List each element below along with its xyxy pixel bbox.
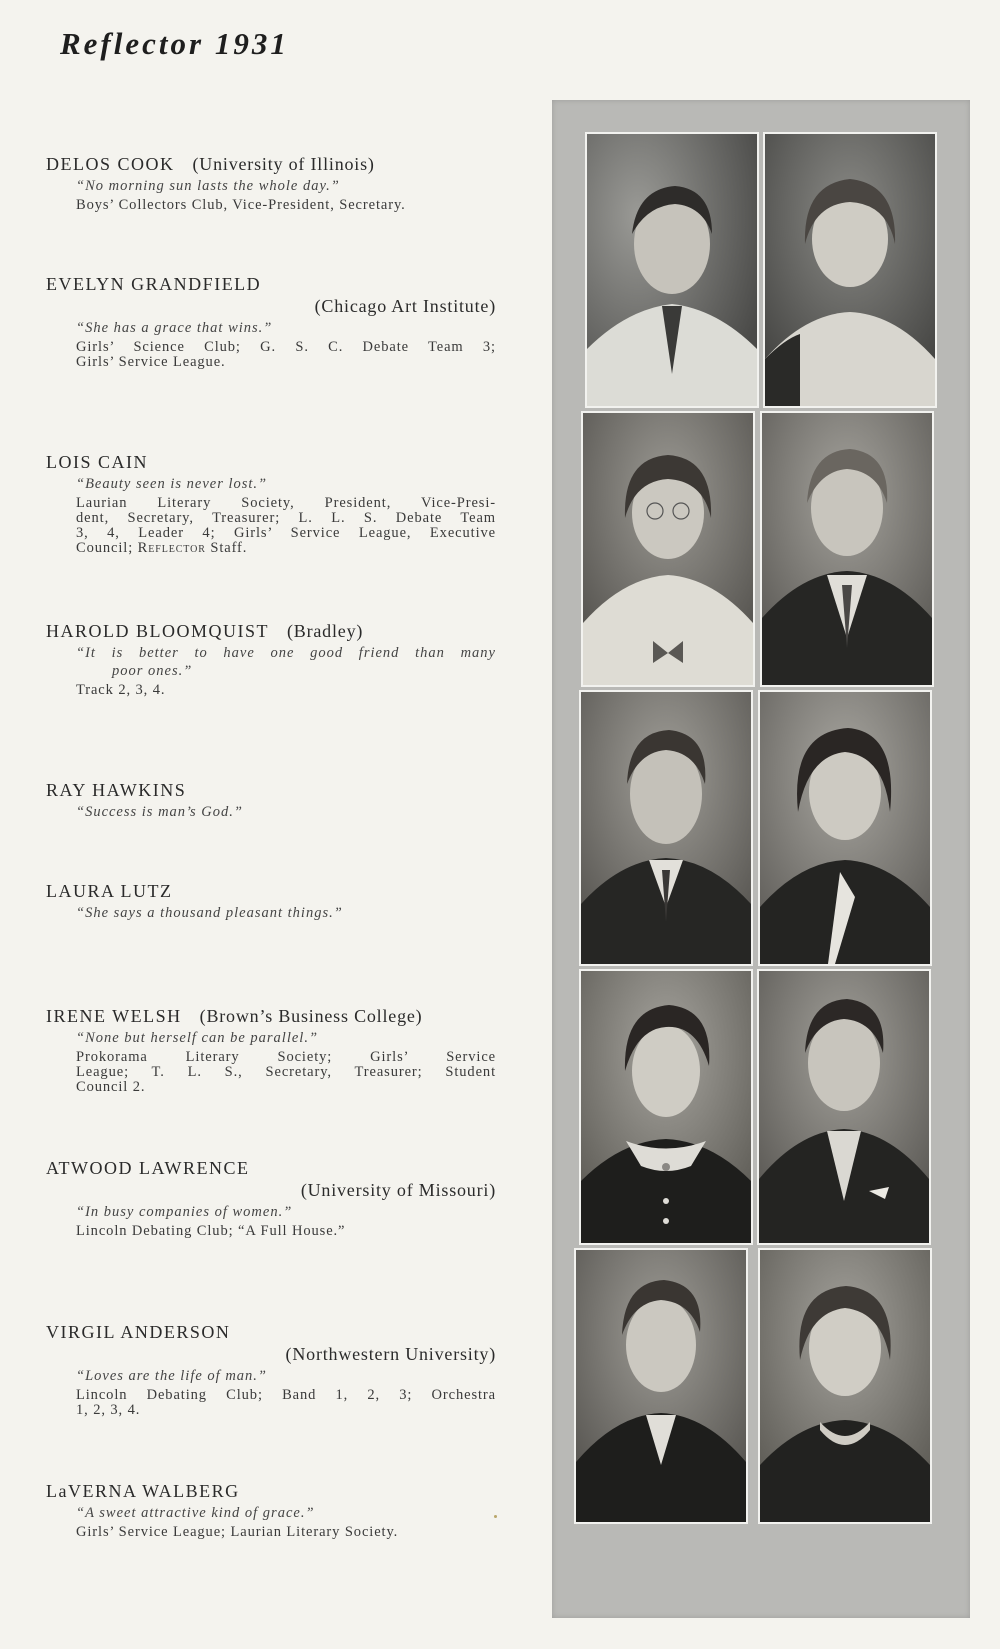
senior-quote: “No morning sun lasts the whole day.” xyxy=(76,178,340,194)
senior-activities: Girls’ Service League; Laurian Literary Society. xyxy=(76,1524,399,1540)
senior-school: (Brown’s Business College) xyxy=(199,1006,423,1026)
senior-name: LOIS CAIN xyxy=(46,452,148,472)
activities-line: Council; Reflector Staff. xyxy=(76,540,248,556)
senior-school: (University of Missouri) xyxy=(300,1180,496,1200)
portrait-panel xyxy=(552,100,970,1618)
portrait-photo xyxy=(579,969,753,1245)
senior-name: HAROLD BLOOMQUIST xyxy=(46,621,269,641)
senior-quote: “She says a thousand pleasant things.” xyxy=(76,905,343,921)
senior-entry-laverna-walberg xyxy=(46,1480,496,1540)
senior-name: VIRGIL ANDERSON xyxy=(46,1322,231,1342)
activities-line: Council 2. xyxy=(76,1079,146,1095)
senior-quote: “It is better to have one good friend than many xyxy=(76,645,496,661)
senior-entry-lois-cain xyxy=(46,451,496,556)
senior-name: EVELYN GRANDFIELD xyxy=(46,274,262,294)
senior-activities xyxy=(46,1050,496,1095)
senior-name: RAY HAWKINS xyxy=(46,780,187,800)
senior-quote: “She has a grace that wins.” xyxy=(76,320,273,336)
senior-quote-continued: poor ones.” xyxy=(112,663,193,679)
senior-entry-virgil-anderson xyxy=(46,1321,496,1418)
senior-quote: “Success is man’s God.” xyxy=(76,804,243,820)
senior-entry-evelyn-grandfield xyxy=(46,273,496,370)
activities-line: Girls’ Science Club; G. S. C. Debate Team 3; xyxy=(76,339,496,355)
portrait-photo xyxy=(763,132,937,408)
senior-activities: Lincoln Debating Club; “A Full House.” xyxy=(76,1223,346,1239)
portrait-photo xyxy=(579,690,753,966)
senior-name: DELOS COOK xyxy=(46,154,175,174)
senior-school: (University of Illinois) xyxy=(192,154,375,174)
activities-line: Girls’ Service League. xyxy=(76,354,226,370)
activities-line: Laurian Literary Society, President, Vice-Presi- xyxy=(76,495,496,511)
senior-name: LaVERNA WALBERG xyxy=(46,1481,240,1501)
portrait-photo xyxy=(757,969,931,1245)
reflector-small-caps: Reflector xyxy=(137,540,206,556)
senior-quote: “A sweet attractive kind of grace.” xyxy=(76,1505,315,1521)
activities-line: dent, Secretary, Treasurer; L. L. S. Debate Team xyxy=(76,510,496,526)
senior-name: LAURA LUTZ xyxy=(46,881,173,901)
senior-quote: “In busy companies of women.” xyxy=(76,1204,293,1220)
senior-school: (Chicago Art Institute) xyxy=(314,296,496,316)
senior-school: (Northwestern University) xyxy=(285,1344,496,1364)
activities-line: 3, 4, Leader 4; Girls’ Service League, Executive xyxy=(76,525,496,541)
paper-speck xyxy=(494,1515,497,1518)
senior-entry-ray-hawkins xyxy=(46,779,496,821)
portrait-photo xyxy=(581,411,755,687)
senior-quote: “Beauty seen is never lost.” xyxy=(76,476,268,492)
activities-line: Lincoln Debating Club; Band 1, 2, 3; Orchestra xyxy=(76,1387,496,1403)
senior-entry-harold-bloomquist xyxy=(46,620,496,698)
senior-school: (Bradley) xyxy=(287,621,364,641)
portrait-photo xyxy=(574,1248,748,1524)
senior-entry-laura-lutz xyxy=(46,880,496,922)
senior-name: IRENE WELSH xyxy=(46,1006,182,1026)
senior-entry-irene-welsh xyxy=(46,1005,496,1095)
portrait-photo xyxy=(758,690,932,966)
senior-quote: “Loves are the life of man.” xyxy=(76,1368,267,1384)
senior-activities xyxy=(46,496,496,556)
portrait-photo xyxy=(758,1248,932,1524)
portrait-photo xyxy=(760,411,934,687)
senior-activities: Boys’ Collectors Club, Vice-President, Secretary. xyxy=(76,197,406,213)
senior-activities xyxy=(46,1388,496,1418)
senior-entry-atwood-lawrence xyxy=(46,1157,496,1239)
activities-line: 1, 2, 3, 4. xyxy=(76,1402,141,1418)
senior-entry-delos-cook xyxy=(46,153,496,213)
activities-line: League; T. L. S., Secretary, Treasurer; Student xyxy=(76,1064,496,1080)
page-title: Reflector 1931 xyxy=(60,26,289,61)
activities-line: Prokorama Literary Society; Girls’ Service xyxy=(76,1049,496,1065)
senior-activities xyxy=(46,340,496,370)
senior-activities: Track 2, 3, 4. xyxy=(76,682,166,698)
portrait-photo xyxy=(585,132,759,408)
senior-name: ATWOOD LAWRENCE xyxy=(46,1158,250,1178)
senior-quote: “None but herself can be parallel.” xyxy=(76,1030,319,1046)
